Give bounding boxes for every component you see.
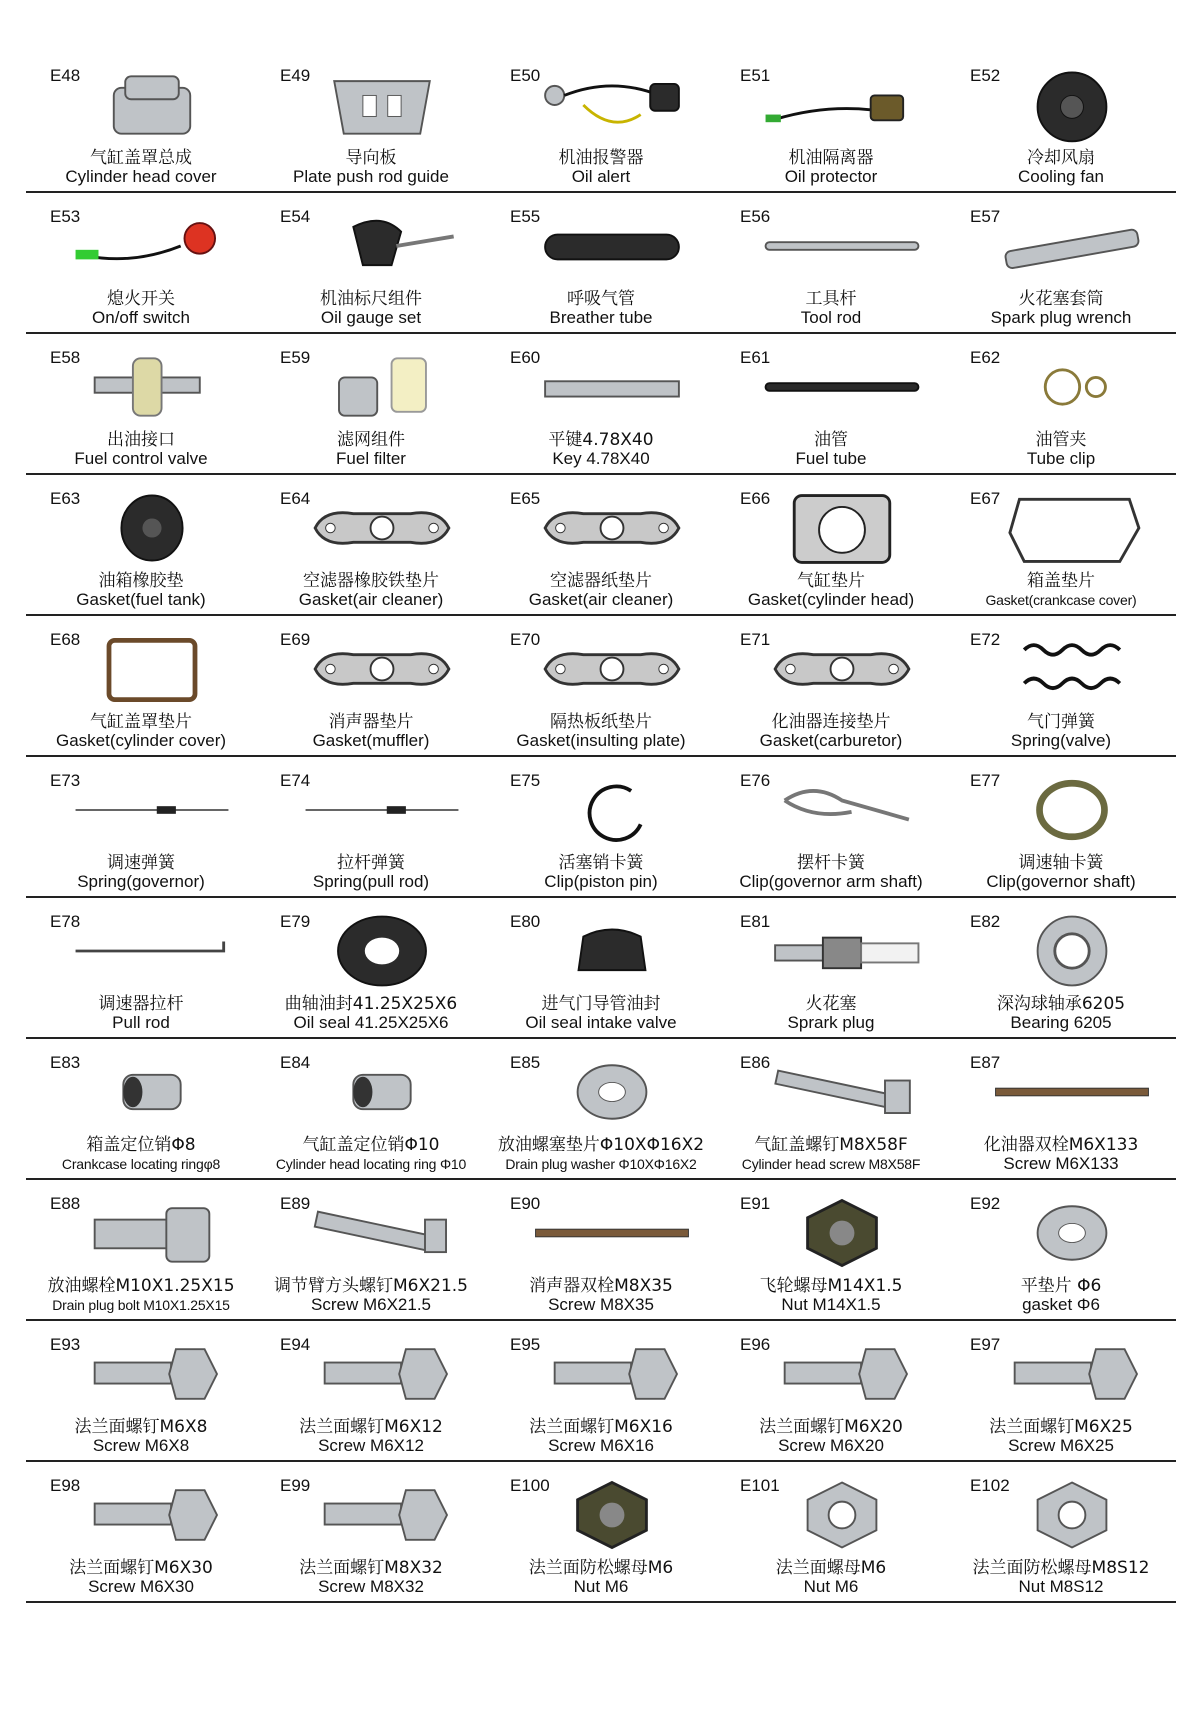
part-name-chinese: 机油报警器	[558, 148, 644, 168]
gasket-icon	[296, 628, 468, 710]
part-cell	[256, 334, 486, 473]
part-cell	[256, 475, 486, 614]
part-code: E93	[50, 1335, 81, 1354]
part-cell	[946, 1321, 1176, 1460]
fuel-tube-icon	[756, 346, 928, 428]
part-code: E61	[740, 348, 771, 367]
part-name-chinese: 空滤器橡胶铁垫片	[303, 571, 439, 591]
part-name-english: Cylinder head screw M8X58F	[741, 1156, 921, 1172]
part-code: E99	[280, 1476, 311, 1495]
part-cell	[26, 1180, 256, 1319]
part-code: E89	[280, 1194, 311, 1213]
part-code: E79	[280, 912, 311, 931]
part-cell	[256, 757, 486, 896]
valve-icon	[66, 346, 238, 428]
part-code: E49	[280, 66, 311, 85]
part-name-chinese: 熄火开关	[107, 289, 175, 309]
part-cell	[486, 1039, 716, 1178]
part-cell	[256, 52, 486, 191]
part-cell	[946, 52, 1176, 191]
part-code: E72	[970, 630, 1001, 649]
part-name-chinese: 滤网组件	[337, 430, 405, 450]
part-cell	[946, 334, 1176, 473]
gasket-icon	[526, 487, 698, 569]
hex-nut-icon	[986, 1474, 1158, 1556]
hex-nut-icon	[756, 1474, 928, 1556]
clip-icon	[986, 346, 1158, 428]
bearing-icon	[986, 910, 1158, 992]
cylinder-head-cover-icon	[66, 64, 238, 146]
part-code: E67	[970, 489, 1001, 508]
part-name-english: Spark plug wrench	[990, 308, 1132, 327]
part-name-english: Screw M6X12	[318, 1436, 424, 1455]
part-name-english: Gasket(crankcase cover)	[985, 592, 1137, 608]
part-code: E56	[740, 207, 771, 226]
part-name-chinese: 气缸盖罩垫片	[90, 712, 192, 732]
part-cell	[26, 193, 256, 332]
flange-nut-icon	[756, 1192, 928, 1274]
part-name-chinese: 气缸盖定位销Φ10	[302, 1135, 440, 1155]
circlip-icon	[526, 769, 698, 851]
part-name-chinese: 平垫片 Φ6	[1020, 1276, 1102, 1296]
part-name-chinese: 火花塞套筒	[1018, 289, 1104, 309]
part-name-chinese: 法兰面螺钉M6X20	[759, 1417, 903, 1437]
stud-icon	[986, 1051, 1158, 1133]
rod-icon	[756, 205, 928, 287]
pull-rod-icon	[66, 910, 238, 992]
part-code: E52	[970, 66, 1001, 85]
part-cell	[26, 616, 256, 755]
part-name-english: Screw M6X8	[92, 1436, 190, 1455]
part-cell	[946, 898, 1176, 1037]
part-name-english: Gasket(air cleaner)	[298, 590, 444, 609]
part-name-chinese: 工具杆	[805, 289, 857, 309]
head-gasket-icon	[756, 487, 928, 569]
part-cell	[256, 1321, 486, 1460]
part-name-chinese: 放油螺栓M10X1.25X15	[47, 1276, 235, 1296]
part-code: E101	[740, 1476, 780, 1495]
part-name-english: Screw M8X32	[318, 1577, 424, 1596]
oil-gauge-icon	[296, 205, 468, 287]
spark-plug-icon	[756, 910, 928, 992]
part-cell	[946, 1462, 1176, 1601]
part-cell	[716, 616, 946, 755]
square-screw-icon	[296, 1192, 468, 1274]
square-gasket-icon	[66, 628, 238, 710]
part-cell	[716, 475, 946, 614]
part-name-chinese: 气缸盖罩总成	[90, 148, 192, 168]
part-name-english: Sprark plug	[787, 1013, 875, 1032]
catalog-row	[26, 1180, 1176, 1321]
oil-protector-icon	[756, 64, 928, 146]
flange-nut-icon	[526, 1474, 698, 1556]
part-cell	[716, 193, 946, 332]
part-name-english: Nut M6	[573, 1577, 629, 1596]
part-code: E98	[50, 1476, 81, 1495]
part-code: E59	[280, 348, 311, 367]
part-name-english: Spring(valve)	[1010, 731, 1112, 750]
part-name-chinese: 调速器拉杆	[98, 994, 184, 1014]
flange-bolt-icon	[986, 1333, 1158, 1415]
part-code: E73	[50, 771, 81, 790]
part-code: E57	[970, 207, 1001, 226]
part-name-chinese: 出油接口	[107, 430, 175, 450]
part-code: E64	[280, 489, 311, 508]
part-name-chinese: 呼吸气管	[567, 289, 635, 309]
part-cell	[716, 334, 946, 473]
part-name-english: gasket Φ6	[1022, 1295, 1100, 1314]
part-code: E91	[740, 1194, 771, 1213]
part-cell	[486, 334, 716, 473]
part-name-chinese: 空滤器纸垫片	[550, 571, 652, 591]
part-code: E102	[970, 1476, 1010, 1495]
part-name-english: Drain plug bolt M10X1.25X15	[52, 1297, 230, 1313]
catalog-row	[26, 616, 1176, 757]
washer-icon	[526, 1051, 698, 1133]
part-code: E69	[280, 630, 311, 649]
part-name-english: Oil protector	[784, 167, 878, 186]
pin-icon	[296, 1051, 468, 1133]
long-bolt-icon	[756, 1051, 928, 1133]
part-name-chinese: 冷却风扇	[1027, 148, 1095, 168]
part-name-english: Screw M8X35	[548, 1295, 654, 1314]
part-name-english: Bearing 6205	[1010, 1013, 1112, 1032]
part-name-chinese: 法兰面螺钉M6X12	[299, 1417, 443, 1437]
catalog-row	[26, 1321, 1176, 1462]
thin-spring-icon	[66, 769, 238, 851]
part-name-chinese: 放油螺塞垫片Φ10XΦ16X2	[497, 1135, 705, 1155]
part-name-english: Pull rod	[112, 1013, 170, 1032]
part-code: E65	[510, 489, 541, 508]
part-cell	[486, 1321, 716, 1460]
part-name-english: Gasket(insulting plate)	[516, 731, 686, 750]
part-name-chinese: 机油标尺组件	[320, 289, 422, 309]
part-name-chinese: 法兰面防松螺母M6	[528, 1558, 674, 1578]
catalog-row	[26, 193, 1176, 334]
part-name-chinese: 油箱橡胶垫	[98, 571, 184, 591]
oil-alert-icon	[526, 64, 698, 146]
part-cell	[716, 1180, 946, 1319]
part-name-chinese: 化油器双栓M6X133	[983, 1135, 1139, 1155]
part-code: E92	[970, 1194, 1001, 1213]
part-name-english: Crankcase locating ringφ8	[61, 1156, 221, 1172]
part-name-chinese: 气门弹簧	[1027, 712, 1095, 732]
part-name-chinese: 法兰面螺钉M6X16	[529, 1417, 673, 1437]
part-name-chinese: 拉杆弹簧	[337, 853, 405, 873]
flange-bolt-icon	[66, 1474, 238, 1556]
part-name-english: Gasket(cylinder head)	[747, 590, 915, 609]
part-name-english: Cylinder head locating ring Φ10	[275, 1156, 467, 1172]
part-code: E55	[510, 207, 541, 226]
part-name-chinese: 调节臂方头螺钉M6X21.5	[274, 1276, 468, 1296]
part-code: E83	[50, 1053, 81, 1072]
part-name-english: Fuel control valve	[74, 449, 208, 468]
part-code: E87	[970, 1053, 1001, 1072]
part-code: E68	[50, 630, 81, 649]
part-name-english: Drain plug washer Φ10XΦ16X2	[505, 1156, 697, 1172]
catalog-row	[26, 757, 1176, 898]
part-name-english: Screw M6X30	[88, 1577, 194, 1596]
part-cell	[946, 193, 1176, 332]
part-name-english: Fuel filter	[336, 449, 406, 468]
part-code: E95	[510, 1335, 541, 1354]
part-name-chinese: 消声器双栓M8X35	[529, 1276, 673, 1296]
flange-bolt-icon	[526, 1333, 698, 1415]
part-cell	[26, 1039, 256, 1178]
part-name-english: Key 4.78X40	[552, 449, 650, 468]
catalog-row	[26, 475, 1176, 616]
part-name-chinese: 箱盖定位销Φ8	[86, 1135, 196, 1155]
wrench-icon	[986, 205, 1158, 287]
part-code: E76	[740, 771, 771, 790]
part-code: E96	[740, 1335, 771, 1354]
part-name-chinese: 法兰面螺母M6	[775, 1558, 887, 1578]
catalog-row	[26, 1462, 1176, 1603]
part-name-chinese: 油管	[814, 430, 848, 450]
flange-bolt-icon	[756, 1333, 928, 1415]
part-name-english: Cooling fan	[1017, 167, 1104, 186]
part-name-english: Nut M14X1.5	[781, 1295, 881, 1314]
part-cell	[486, 757, 716, 896]
guide-plate-icon	[296, 64, 468, 146]
tube-icon	[526, 205, 698, 287]
flange-bolt-icon	[66, 1333, 238, 1415]
part-name-chinese: 调速轴卡簧	[1018, 853, 1104, 873]
part-name-english: Nut M6	[803, 1577, 859, 1596]
part-name-chinese: 隔热板纸垫片	[550, 712, 652, 732]
drain-bolt-icon	[66, 1192, 238, 1274]
part-cell	[946, 616, 1176, 755]
part-code: E54	[280, 207, 311, 226]
part-code: E97	[970, 1335, 1001, 1354]
part-code: E78	[50, 912, 81, 931]
flange-bolt-icon	[296, 1333, 468, 1415]
part-name-english: Oil seal intake valve	[525, 1013, 677, 1032]
gasket-icon	[756, 628, 928, 710]
part-code: E50	[510, 66, 541, 85]
cooling-fan-icon	[986, 64, 1158, 146]
part-name-chinese: 平键4.78X40	[548, 430, 654, 450]
spring-icon	[986, 628, 1158, 710]
part-name-chinese: 化油器连接垫片	[771, 712, 891, 732]
part-name-chinese: 法兰面螺钉M6X25	[989, 1417, 1133, 1437]
part-cell	[486, 193, 716, 332]
part-cell	[256, 1462, 486, 1601]
part-cell	[256, 193, 486, 332]
thin-spring-icon	[296, 769, 468, 851]
part-name-chinese: 机油隔离器	[788, 148, 874, 168]
part-cell	[256, 616, 486, 755]
part-name-chinese: 箱盖垫片	[1027, 571, 1095, 591]
part-cell	[486, 1180, 716, 1319]
part-name-chinese: 飞轮螺母M14X1.5	[759, 1276, 903, 1296]
part-name-english: Oil alert	[571, 167, 631, 186]
part-name-english: Plate push rod guide	[293, 167, 449, 186]
part-cell	[26, 898, 256, 1037]
part-name-chinese: 深沟球轴承6205	[996, 994, 1126, 1014]
part-name-chinese: 法兰面防松螺母M8S12	[972, 1558, 1150, 1578]
valve-seal-icon	[526, 910, 698, 992]
part-code: E100	[510, 1476, 550, 1495]
part-name-english: Spring(governor)	[77, 872, 205, 891]
part-name-english: Screw M6X16	[548, 1436, 654, 1455]
part-code: E90	[510, 1194, 541, 1213]
part-name-english: Gasket(cylinder cover)	[55, 731, 227, 750]
part-cell	[946, 1180, 1176, 1319]
part-name-chinese: 气缸盖螺钉M8X58F	[754, 1135, 908, 1155]
part-cell	[486, 475, 716, 614]
catalog-row	[26, 898, 1176, 1039]
part-name-chinese: 调速弹簧	[107, 853, 175, 873]
part-code: E82	[970, 912, 1001, 931]
rubber-gasket-icon	[66, 487, 238, 569]
part-name-chinese: 油管夹	[1035, 430, 1087, 450]
part-name-chinese: 摆杆卡簧	[797, 853, 865, 873]
part-code: E74	[280, 771, 311, 790]
part-code: E84	[280, 1053, 311, 1072]
flange-bolt-icon	[296, 1474, 468, 1556]
catalog-row	[26, 334, 1176, 475]
part-code: E53	[50, 207, 81, 226]
part-name-english: Clip(governor arm shaft)	[739, 872, 923, 891]
part-code: E58	[50, 348, 81, 367]
part-name-english: Screw M6X21.5	[311, 1295, 431, 1314]
part-code: E51	[740, 66, 771, 85]
part-cell	[256, 898, 486, 1037]
part-cell	[716, 1462, 946, 1601]
stud-icon	[526, 1192, 698, 1274]
switch-icon	[66, 205, 238, 287]
part-cell	[486, 616, 716, 755]
part-cell	[256, 1180, 486, 1319]
part-name-chinese: 气缸垫片	[797, 571, 865, 591]
part-cell	[716, 52, 946, 191]
part-cell	[946, 475, 1176, 614]
part-cell	[26, 1321, 256, 1460]
part-code: E77	[970, 771, 1001, 790]
part-cell	[26, 52, 256, 191]
part-code: E70	[510, 630, 541, 649]
part-code: E86	[740, 1053, 771, 1072]
part-code: E94	[280, 1335, 311, 1354]
catalog-row	[26, 52, 1176, 193]
part-name-chinese: 法兰面螺钉M8X32	[299, 1558, 443, 1578]
part-name-english: Nut M8S12	[1018, 1577, 1104, 1596]
part-cell	[946, 757, 1176, 896]
part-name-english: Gasket(carburetor)	[759, 731, 903, 750]
part-code: E66	[740, 489, 771, 508]
part-cell	[26, 334, 256, 473]
part-cell	[486, 52, 716, 191]
parts-catalog	[26, 52, 1176, 1603]
part-name-english: Screw M6X20	[778, 1436, 884, 1455]
part-cell	[26, 475, 256, 614]
part-name-english: Gasket(air cleaner)	[528, 590, 674, 609]
part-code: E85	[510, 1053, 541, 1072]
flat-washer-icon	[986, 1192, 1158, 1274]
part-code: E62	[970, 348, 1001, 367]
gasket-icon	[526, 628, 698, 710]
part-name-english: Breather tube	[549, 308, 653, 327]
part-cell	[946, 1039, 1176, 1178]
part-name-english: Gasket(muffler)	[312, 731, 430, 750]
part-name-chinese: 曲轴油封41.25X25X6	[284, 994, 458, 1014]
part-cell	[716, 898, 946, 1037]
part-name-english: Clip(governor shaft)	[986, 872, 1136, 891]
part-name-english: Gasket(fuel tank)	[76, 590, 206, 609]
filter-icon	[296, 346, 468, 428]
part-name-chinese: 活塞销卡簧	[558, 853, 644, 873]
part-name-chinese: 消声器垫片	[328, 712, 414, 732]
part-code: E48	[50, 66, 81, 85]
part-name-english: Oil gauge set	[320, 308, 422, 327]
part-name-english: Cylinder head cover	[65, 167, 217, 186]
part-name-chinese: 火花塞	[805, 994, 857, 1014]
part-name-english: Clip(piston pin)	[544, 872, 658, 891]
pin-icon	[66, 1051, 238, 1133]
part-name-chinese: 进气门导管油封	[541, 994, 661, 1014]
part-name-chinese: 法兰面螺钉M6X8	[74, 1417, 208, 1437]
part-cell	[256, 1039, 486, 1178]
part-cell	[486, 898, 716, 1037]
part-code: E81	[740, 912, 771, 931]
part-cell	[26, 757, 256, 896]
part-name-english: On/off switch	[92, 308, 190, 327]
part-name-english: Screw M6X25	[1008, 1436, 1114, 1455]
part-name-english: Tool rod	[800, 308, 862, 327]
part-name-english: Screw M6X133	[1003, 1154, 1119, 1173]
part-cell	[716, 757, 946, 896]
ring-icon	[986, 769, 1158, 851]
r-clip-icon	[756, 769, 928, 851]
catalog-row	[26, 1039, 1176, 1180]
part-cell	[486, 1462, 716, 1601]
part-name-english: Oil seal 41.25X25X6	[293, 1013, 449, 1032]
part-code: E80	[510, 912, 541, 931]
part-name-chinese: 导向板	[345, 148, 397, 168]
part-name-english: Fuel tube	[795, 449, 867, 468]
part-cell	[716, 1039, 946, 1178]
part-name-english: Tube clip	[1026, 449, 1096, 468]
cover-gasket-icon	[986, 487, 1158, 569]
part-name-chinese: 法兰面螺钉M6X30	[69, 1558, 213, 1578]
part-code: E75	[510, 771, 541, 790]
part-name-english: Spring(pull rod)	[312, 872, 430, 891]
part-cell	[26, 1462, 256, 1601]
part-code: E60	[510, 348, 541, 367]
part-code: E71	[740, 630, 771, 649]
oil-seal-icon	[296, 910, 468, 992]
key-icon	[526, 346, 698, 428]
part-code: E88	[50, 1194, 81, 1213]
part-cell	[716, 1321, 946, 1460]
part-code: E63	[50, 489, 81, 508]
gasket-icon	[296, 487, 468, 569]
